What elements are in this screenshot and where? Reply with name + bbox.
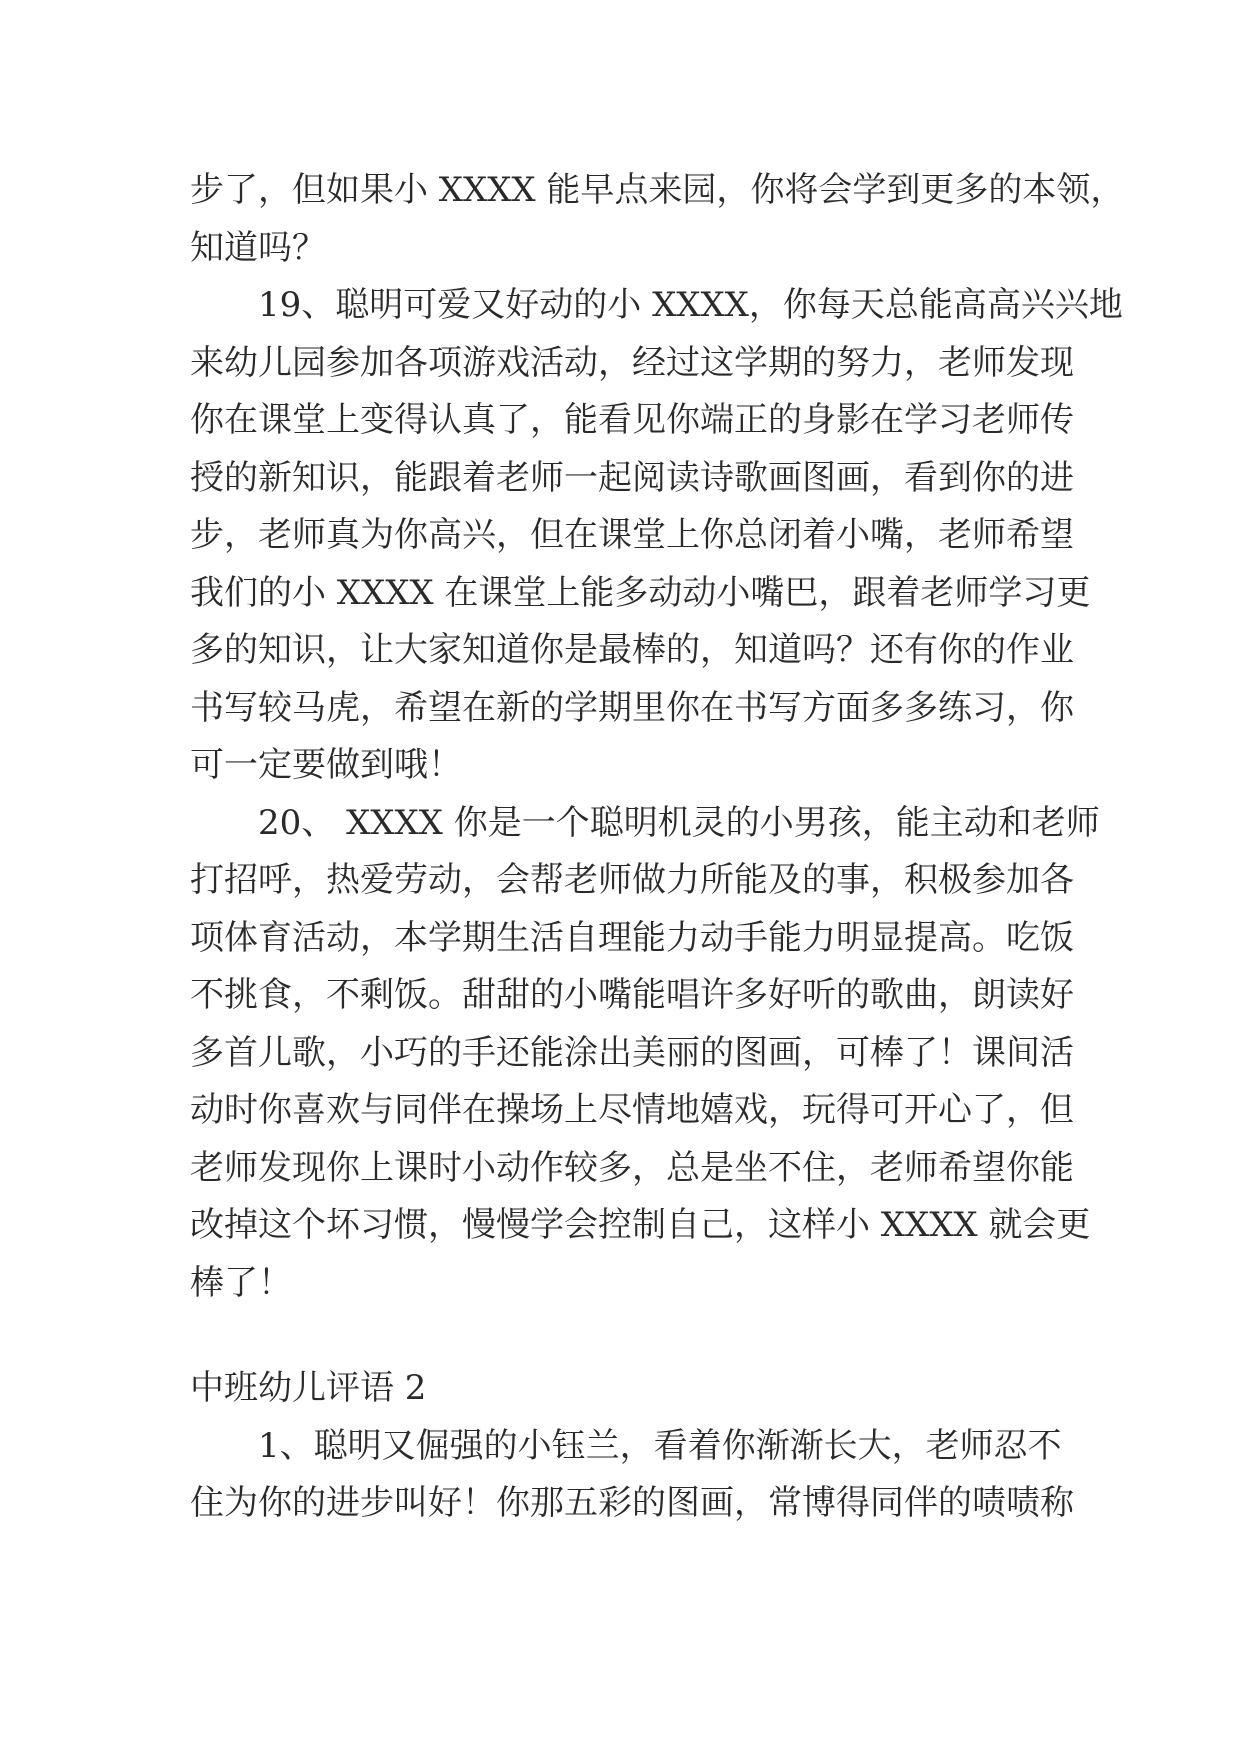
- text-line: 动时你喜欢与同伴在操场上尽情地嬉戏，玩得可开心了，但: [190, 1090, 1074, 1130]
- text-line: 棒了！: [190, 1262, 292, 1303]
- text-line: 多首儿歌，小巧的手还能涂出美丽的图画，可棒了！课间活: [190, 1032, 1074, 1073]
- text-line: 来幼儿园参加各项游戏活动，经过这学期的努力，老师发现: [190, 342, 1074, 383]
- text-line: 1、聪明又倔强的小钰兰，看着你渐渐长大，老师忍不: [258, 1425, 1062, 1466]
- text-line: 老师发现你上课时小动作较多，总是坐不住，老师希望你能: [190, 1147, 1074, 1188]
- text-line: 知道吗？: [190, 227, 326, 268]
- text-line: 19、聪明可爱又好动的小 XXXX，你每天总能高高兴兴地: [258, 285, 1123, 325]
- text-line: 你在课堂上变得认真了，能看见你端正的身影在学习老师传: [190, 400, 1074, 440]
- text-line: 不挑食，不剩饭。甜甜的小嘴能唱许多好听的歌曲，朗读好: [190, 975, 1074, 1015]
- text-line: 打招呼，热爱劳动，会帮老师做力所能及的事，积极参加各: [190, 860, 1074, 900]
- text-line: 授的新知识，能跟着老师一起阅读诗歌画图画，看到你的进: [190, 457, 1074, 498]
- text-line: 项体育活动，本学期生活自理能力动手能力明显提高。吃饭: [190, 917, 1074, 958]
- text-line: 住为你的进步叫好！你那五彩的图画，常博得同伴的啧啧称: [190, 1483, 1074, 1523]
- section-heading: 中班幼儿评语 2: [190, 1368, 427, 1408]
- text-line: 步，老师真为你高兴，但在课堂上你总闭着小嘴，老师希望: [190, 515, 1074, 555]
- section-spacer: [190, 1312, 1050, 1360]
- text-line: 多的知识，让大家知道你是最棒的，知道吗？还有你的作业: [190, 630, 1074, 670]
- paragraph-section2-item-1: [190, 1418, 1074, 1533]
- text-line: 20、 XXXX 你是一个聪明机灵的小男孩，能主动和老师: [258, 802, 1100, 843]
- text-line: 可一定要做到哦！: [190, 745, 462, 785]
- paragraph-18-end: [190, 162, 1125, 277]
- text-line: 改掉这个坏习惯，慢慢学会控制自己，这样小 XXXX 就会更: [190, 1205, 1091, 1245]
- text-line: 书写较马虎，希望在新的学期里你在书写方面多多练习，你: [190, 687, 1074, 728]
- text-line: 步了，但如果小 XXXX 能早点来园，你将会学到更多的本领，: [190, 170, 1125, 210]
- text-line: 我们的小 XXXX 在课堂上能多动动小嘴巴，跟着老师学习更: [190, 572, 1091, 613]
- document-body: [190, 162, 1125, 1533]
- paragraph-item-20: [190, 795, 1100, 1313]
- paragraph-item-19: [190, 277, 1123, 795]
